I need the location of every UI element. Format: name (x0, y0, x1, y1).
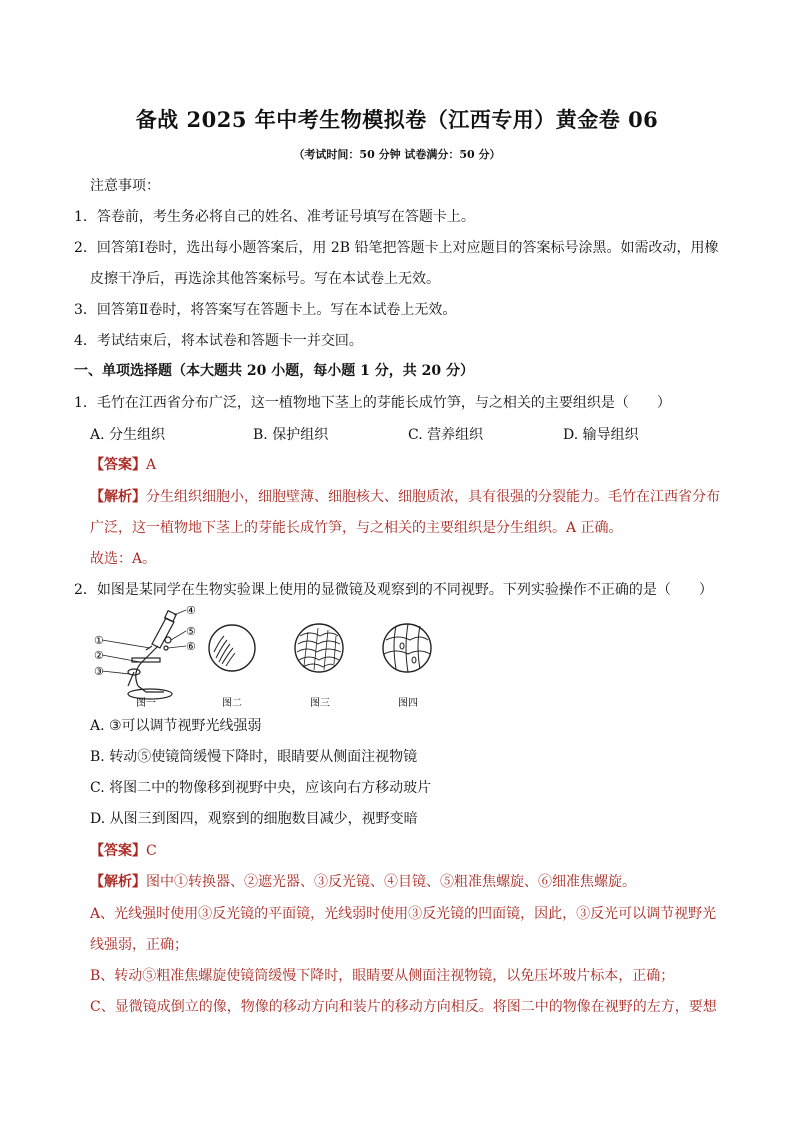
exam-time-note: （考试时间：50 分钟 试卷满分：50 分） (293, 148, 501, 161)
label-2: ② (94, 649, 104, 662)
caption-figure-1: 图一 (136, 698, 156, 709)
label-5: ⑤ (186, 625, 196, 638)
option-b: B. 保护组织 (253, 427, 329, 443)
analysis-text: 图中①转换器、②遮光器、③反光镜、④目镜、⑤粗准焦螺旋、⑥细准焦螺旋。 (146, 874, 636, 890)
question-2-option-d: D. 从图三到图四，观察到的细胞数目减少，视野变暗 (90, 811, 418, 827)
question-2-answer (90, 841, 157, 861)
label-6: ⑥ (186, 640, 196, 653)
figure-microscope (102, 610, 186, 699)
question-2-option-a: A. ③可以调节视野光线强弱 (90, 718, 262, 734)
question-1-stem: 1．毛竹在江西省分布广泛，这一植物地下茎上的芽能长成竹笋，与之相关的主要组织是（ ） (74, 395, 671, 411)
answer-tag: 【答案】 (90, 457, 146, 473)
question-2-stem: 2．如图是某同学在生物实验课上使用的显微镜及观察到的不同视野。下列实验操作不正确的是（ ） (74, 582, 713, 598)
notice-item-4: 4．考试结束后，将本试卷和答题卡一并交回。 (74, 333, 363, 349)
answer-value: A (146, 457, 157, 473)
notice-heading: 注意事项： (90, 178, 160, 194)
question-1-options (90, 424, 690, 444)
caption-figure-3: 图三 (310, 698, 330, 709)
section-heading: 一、单项选择题（本大题共 20 小题，每小题 1 分，共 20 分） (74, 363, 474, 379)
option-c: C. 营养组织 (408, 427, 484, 443)
notice-item-2-cont: 皮擦干净后，再选涂其他答案标号。写在本试卷上无效。 (90, 271, 440, 287)
notice-item-1: 1．答卷前，考生务必将自己的姓名、准考证号填写在答题卡上。 (74, 209, 475, 225)
analysis-text: 分生组织细胞小，细胞壁薄、细胞核大、细胞质浓，具有很强的分裂能力。毛竹在江西省分布 (146, 489, 720, 505)
caption-figure-4: 图四 (398, 698, 418, 709)
microscope-figures (94, 606, 454, 710)
question-1-answer (90, 455, 156, 475)
question-1-analysis-cont: 广泛，这一植物地下茎上的芽能长成竹笋，与之相关的主要组织是分生组织。A 正确。 (90, 520, 623, 536)
page-title: 备战 2025 年中考生物模拟卷（江西专用）黄金卷 06 (135, 107, 659, 132)
figure-view-4 (383, 624, 431, 672)
question-2-option-c: C. 将图二中的物像移到视野中央，应该向右方移动玻片 (90, 780, 432, 796)
label-1: ① (94, 634, 104, 647)
question-2-analysis-b: B、转动⑤粗准焦螺旋使镜筒缓慢下降时，眼睛要从侧面注视物镜，以免压坏玻片标本，正确； (90, 968, 675, 984)
question-2-option-b: B. 转动⑤使镜筒缓慢下降时，眼睛要从侧面注视物镜 (90, 749, 418, 765)
question-2-analysis-c: C、显微镜成倒立的像，物像的移动方向和装片的移动方向相反。将图二中的物像在视野的左方，要想 (90, 999, 717, 1015)
question-2-analysis-a-cont: 线强弱，正确； (90, 937, 188, 953)
question-1-analysis (90, 487, 720, 507)
question-2-analysis (90, 872, 636, 892)
notice-item-2: 2．回答第Ⅰ卷时，选出每小题答案后，用 2B 铅笔把答题卡上对应题目的答案标号涂黑。如需改动，用橡 (74, 240, 719, 256)
answer-value: C (146, 843, 157, 859)
question-2-analysis-a: A、光线强时使用③反光镜的平面镜，光线弱时使用③反光镜的凹面镜，因此，③反光可以调节视野光 (90, 906, 717, 922)
label-4: ④ (186, 606, 196, 617)
analysis-tag: 【解析】 (90, 874, 146, 890)
notice-item-3: 3．回答第Ⅱ卷时，将答案写在答题卡上。写在本试卷上无效。 (74, 302, 457, 318)
figure-view-3 (295, 624, 343, 672)
caption-figure-2: 图二 (222, 698, 242, 709)
question-1-conclusion: 故选：A。 (90, 551, 157, 567)
figure-view-2 (209, 625, 255, 671)
label-3: ③ (94, 665, 104, 678)
option-d: D. 输导组织 (563, 427, 639, 443)
analysis-tag: 【解析】 (90, 489, 146, 505)
option-a: A. 分生组织 (90, 427, 166, 443)
answer-tag: 【答案】 (90, 843, 146, 859)
